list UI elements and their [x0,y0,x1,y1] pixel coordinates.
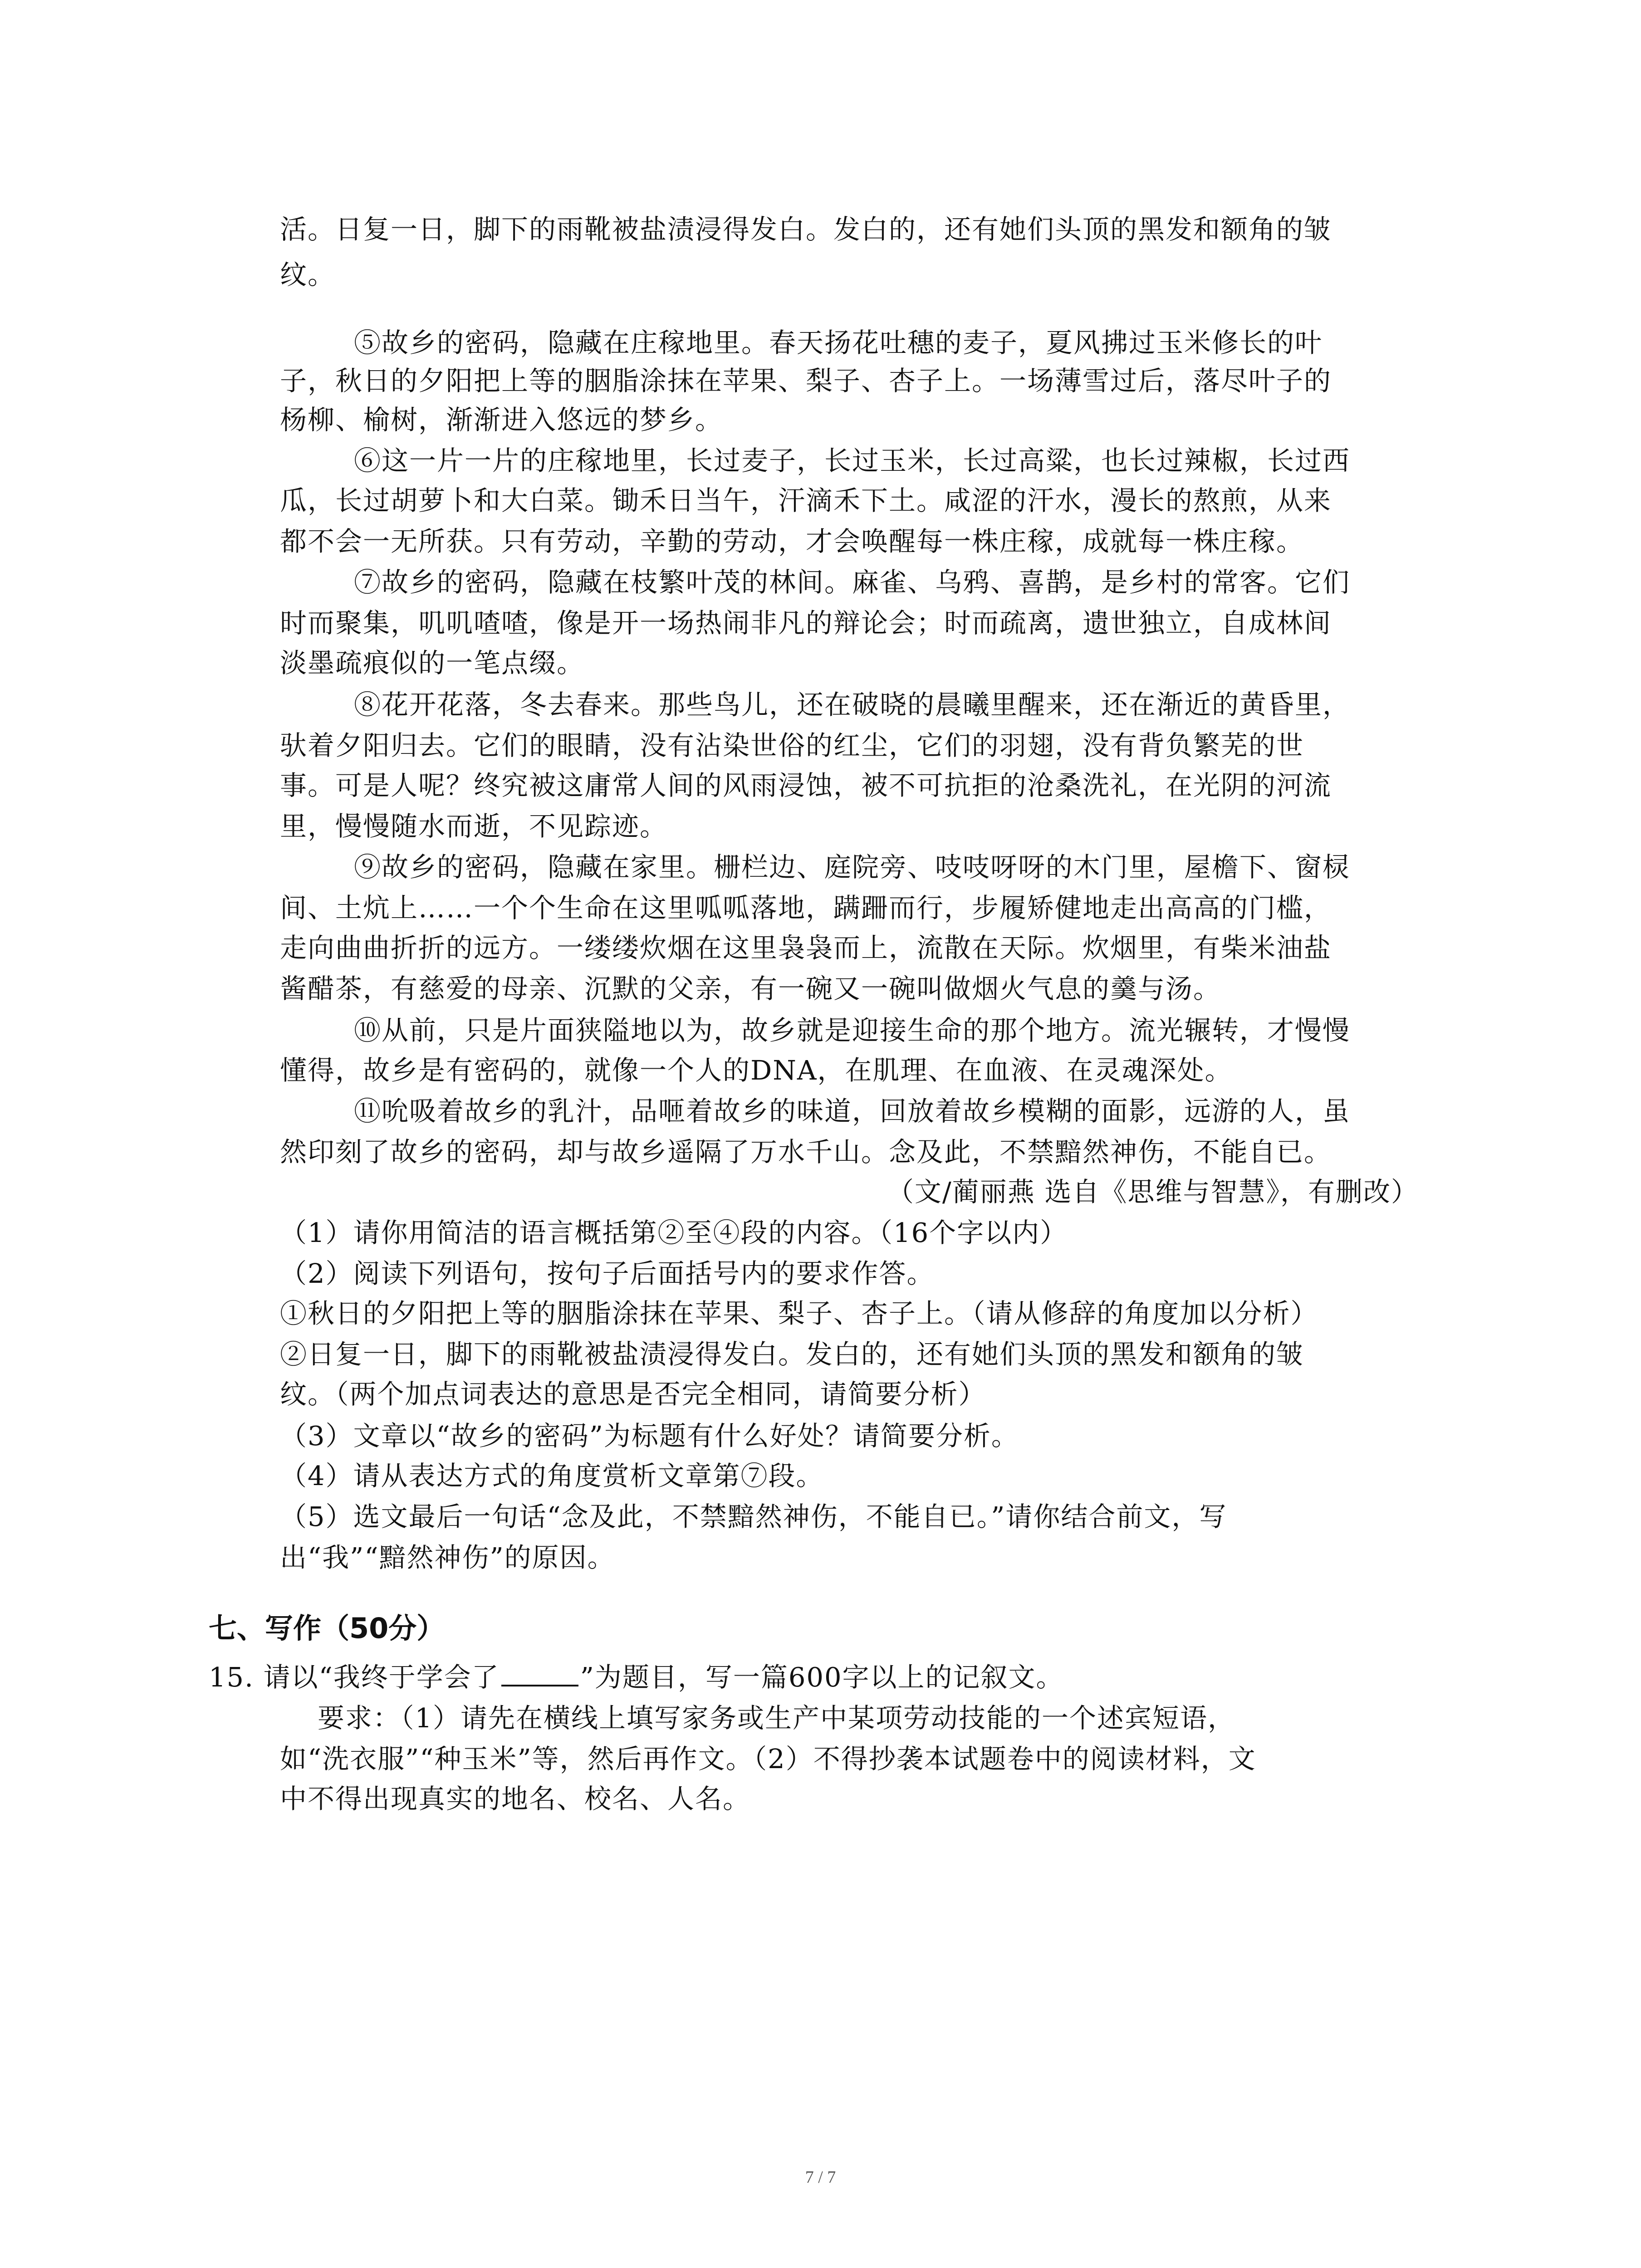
fill-in-blank [501,1662,578,1686]
question-line: （1）请你用简洁的语言概括第②至④段的内容。（16个字以内） [280,1217,1068,1248]
passage-line: 都不会一无所获。只有劳动，辛勤的劳动，才会唤醒每一株庄稼，成就每一株庄稼。 [280,526,1304,557]
passage-line: 走向曲曲折折的远方。一缕缕炊烟在这里袅袅而上，流散在天际。炊烟里，有柴米油盐 [280,932,1332,963]
passage-line: 然印刻了故乡的密码，却与故乡遥隔了万水千山。念及此，不禁黯然神伤，不能自已。 [280,1136,1332,1168]
passage-line: 瓜，长过胡萝卜和大白菜。锄禾日当午，汗滴禾下土。咸涩的汗水，漫长的熬煎，从来 [280,485,1332,516]
passage-line: ⑦故乡的密码，隐藏在枝繁叶茂的林间。麻雀、乌鸦、喜鹊，是乡村的常客。它们 [354,567,1351,598]
question-line: ②日复一日，脚下的雨靴被盐渍浸得发白。发白的，还有她们头顶的黑发和额角的皱 [280,1339,1304,1370]
question-15-suffix: ”为题目，写一篇600字以上的记叙文。 [580,1662,1064,1693]
requirement-line: 要求：（1）请先在横线上填写家务或生产中某项劳动技能的一个述宾短语， [318,1702,1236,1734]
passage-line: 时而聚集，叽叽喳喳，像是开一场热闹非凡的辩论会；时而疏离，遗世独立，自成林间 [280,607,1332,639]
passage-line: 纹。 [280,259,336,290]
passage-line: ⑨故乡的密码，隐藏在家里。栅栏边、庭院旁、吱吱呀呀的木门里，屋檐下、窗棂 [354,851,1351,883]
passage-line: 淡墨疏痕似的一笔点缀。 [280,647,585,679]
passage-line: 酱醋茶，有慈爱的母亲、沉默的父亲，有一碗又一碗叫做烟火气息的羹与汤。 [280,973,1221,1004]
passage-line: 懂得，故乡是有密码的，就像一个人的DNA，在肌理、在血液、在灵魂深处。 [280,1055,1233,1086]
passage-line: ⑥这一片一片的庄稼地里，长过麦子，长过玉米，长过高粱，也长过辣椒，长过西 [354,445,1351,476]
passage-line: 驮着夕阳归去。它们的眼睛，没有沾染世俗的红尘，它们的羽翅，没有背负繁芜的世 [280,730,1304,761]
passage-line: ⑧花开花落，冬去春来。那些鸟儿，还在破晓的晨曦里醒来，还在渐近的黄昏里， [354,689,1351,720]
passage-line: 活。日复一日，脚下的雨靴被盐渍浸得发白。发白的，还有她们头顶的黑发和额角的皱 [280,214,1332,245]
passage-line: 杨柳、榆树，渐渐进入悠远的梦乡。 [280,404,723,435]
passage-line: ⑩从前，只是片面狭隘地以为，故乡就是迎接生命的那个地方。流光辗转，才慢慢 [354,1015,1351,1046]
question-line: （3）文章以“故乡的密码”为标题有什么好处？请简要分析。 [280,1420,1019,1452]
passage-line: 间、土炕上……一个个生命在这里呱呱落地，蹒跚而行，步履矫健地走出高高的门槛， [280,892,1332,924]
passage-line: ⑪吮吸着故乡的乳汁，品咂着故乡的味道，回放着故乡模糊的面影，远游的人，虽 [354,1095,1351,1127]
passage-line: ⑤故乡的密码，隐藏在庄稼地里。春天扬花吐穗的麦子，夏风拂过玉米修长的叶 [354,327,1323,358]
question-line: （5）选文最后一句话“念及此，不禁黯然神伤，不能自已。”请你结合前文，写 [280,1501,1227,1532]
passage-attribution: （文/蔺丽燕 选自《思维与智慧》，有删改） [887,1176,1419,1207]
passage-line: 事。可是人呢？终究被这庸常人间的风雨浸蚀，被不可抗拒的沧桑洗礼，在光阴的河流 [280,770,1332,801]
section-title-writing: 七、写作（50分） [209,1612,445,1645]
question-line: 纹。（两个加点词表达的意思是否完全相同，请简要分析） [280,1378,986,1410]
question-line: 出“我”“黯然神伤”的原因。 [280,1542,615,1573]
question-15-prefix: 15. 请以“我终于学会了 [209,1662,500,1693]
question-15 [209,1660,1064,1695]
question-line: （2）阅读下列语句，按句子后面括号内的要求作答。 [280,1258,935,1289]
page-number: 7 / 7 [805,2168,836,2187]
requirement-line: 如“洗衣服”“种玉米”等，然后再作文。（2）不得抄袭本试题卷中的阅读材料，文 [280,1743,1256,1774]
passage-line: 子，秋日的夕阳把上等的胭脂涂抹在苹果、梨子、杏子上。一场薄雪过后，落尽叶子的 [280,365,1332,396]
passage-line: 里，慢慢随水而逝，不见踪迹。 [280,811,668,842]
requirement-line: 中不得出现真实的地名、校名、人名。 [280,1783,751,1814]
question-line: ①秋日的夕阳把上等的胭脂涂抹在苹果、梨子、杏子上。（请从修辞的角度加以分析） [280,1298,1318,1329]
question-line: （4）请从表达方式的角度赏析文章第⑦段。 [280,1460,824,1491]
